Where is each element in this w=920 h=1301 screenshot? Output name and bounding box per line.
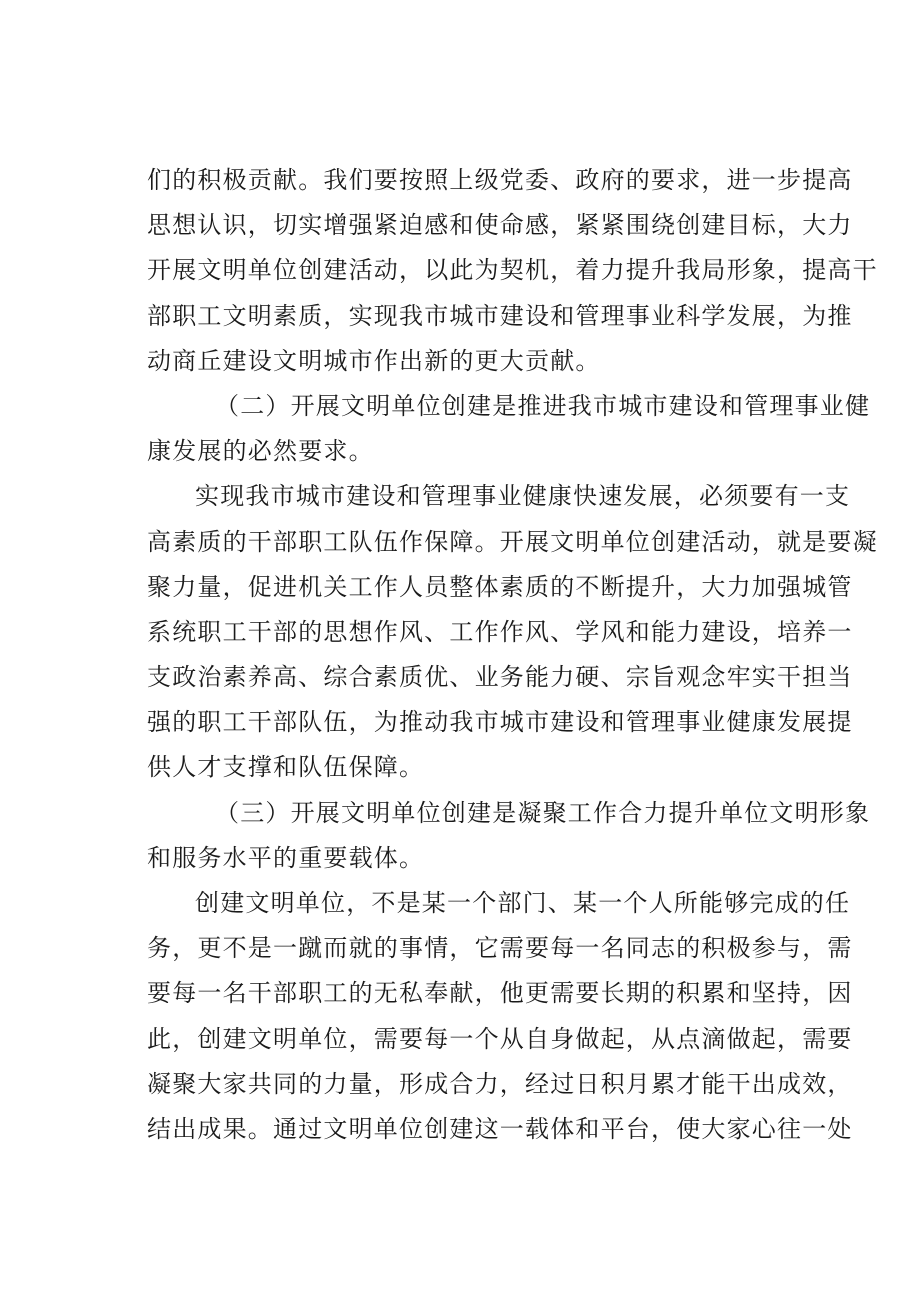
section-heading-line: （二）开展文明单位创建是推进我市城市建设和管理事业健	[215, 391, 871, 420]
text-line: 动商丘建设文明城市作出新的更大贡献。	[147, 346, 601, 375]
section-heading-line: 和服务水平的重要载体。	[147, 843, 425, 872]
text-line: 开展文明单位创建活动，以此为契机，着力提升我局形象，提高干	[147, 256, 878, 285]
text-line: 支政治素养高、综合素质优、业务能力硬、宗旨观念牢实干担当	[147, 663, 853, 692]
text-line: 强的职工干部队伍，为推动我市城市建设和管理事业健康发展提	[147, 708, 853, 737]
text-line: 思想认识，切实增强紧迫感和使命感，紧紧围绕创建目标，大力	[147, 211, 853, 240]
text-line: 系统职工干部的思想作风、工作作风、学风和能力建设，培养一	[147, 617, 853, 646]
text-line: 实现我市城市建设和管理事业健康快速发展，必须要有一支	[195, 482, 851, 511]
text-line: 凝聚大家共同的力量，形成合力，经过日积月累才能干出成效，	[147, 1069, 853, 1098]
text-line: 要每一名干部职工的无私奉献，他更需要长期的积累和坚持，因	[147, 979, 853, 1008]
text-line: 务，更不是一蹴而就的事情，它需要每一名同志的积极参与，需	[147, 934, 853, 963]
text-line: 们的积极贡献。我们要按照上级党委、政府的要求，进一步提高	[147, 166, 853, 194]
text-line: 高素质的干部职工队伍作保障。开展文明单位创建活动，就是要凝	[147, 527, 878, 556]
text-line: 此，创建文明单位，需要每一个从自身做起，从点滴做起，需要	[147, 1024, 853, 1053]
section-heading-line: 康发展的必然要求。	[147, 437, 374, 466]
text-line: 部职工文明素质，实现我市城市建设和管理事业科学发展，为推	[147, 301, 853, 330]
text-line: 供人才支撑和队伍保障。	[147, 753, 425, 782]
document-body	[147, 158, 878, 1152]
text-line: 聚力量，促进机关工作人员整体素质的不断提升，大力加强城管	[147, 572, 853, 601]
text-line: 结出成果。通过文明单位创建这一载体和平台，使大家心往一处	[147, 1114, 853, 1143]
section-heading-line: （三）开展文明单位创建是凝聚工作合力提升单位文明形象	[215, 798, 871, 827]
text-line: 创建文明单位，不是某一个部门、某一个人所能够完成的任	[195, 889, 851, 917]
